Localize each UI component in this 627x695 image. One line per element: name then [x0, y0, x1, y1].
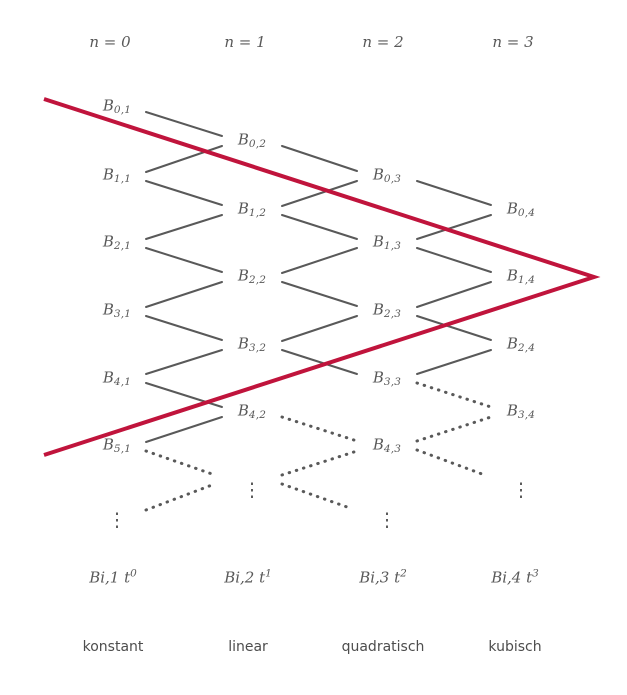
column-header-n3: n = 3 — [492, 33, 534, 51]
recursion-edge — [282, 215, 357, 239]
footer-term-1: Bi,2 $t^1$ — [224, 567, 272, 587]
basis-label-B_0_1: $B_{0,1}$ — [102, 96, 132, 117]
basis-label-B_2_1: $B_{2,1}$ — [102, 232, 132, 253]
basis-label-B_1_3: $B_{1,3}$ — [372, 232, 402, 253]
basis-label-B_0_2: $B_{0,2}$ — [237, 130, 267, 151]
basis-label-B_1_2: $B_{1,2}$ — [237, 199, 267, 220]
recursion-edge-dotted — [282, 417, 357, 441]
recursion-edge — [146, 383, 222, 407]
recursion-edge — [146, 146, 222, 172]
solid-edges-group — [146, 112, 491, 442]
footer-term-0: Bi,1 $t^0$ — [89, 567, 137, 587]
recursion-edge — [282, 181, 357, 206]
basis-label-B_3_4: $B_{3,4}$ — [506, 401, 536, 422]
basis-label-B_0_3: $B_{0,3}$ — [372, 165, 402, 186]
recursion-edge — [417, 350, 491, 374]
vertical-ellipsis-0: ⋮ — [242, 479, 262, 502]
basis-label-B_4_2: $B_{4,2}$ — [237, 401, 267, 422]
recursion-edge — [282, 316, 357, 341]
vertical-ellipsis-2: ⋮ — [377, 509, 397, 532]
recursion-edge — [282, 248, 357, 273]
vertical-ellipsis-3: ⋮ — [511, 479, 531, 502]
recursion-edge — [146, 215, 222, 239]
recursion-edge — [282, 350, 357, 374]
footer-term-3: Bi,4 $t^3$ — [491, 567, 539, 587]
recursion-edge-dotted — [282, 484, 347, 507]
basis-label-B_2_4: $B_{2,4}$ — [506, 334, 536, 355]
basis-label-B_3_1: $B_{3,1}$ — [102, 300, 132, 321]
recursion-edge-dotted — [146, 451, 212, 474]
recursion-edge — [417, 248, 491, 272]
basis-label-B_3_3: $B_{3,3}$ — [372, 368, 402, 389]
column-header-n2: n = 2 — [362, 33, 404, 51]
recursion-edge — [417, 181, 491, 205]
dotted-edges-group — [146, 383, 491, 510]
recursion-edge — [417, 316, 491, 340]
recursion-edge — [282, 146, 357, 171]
footer-degree-name-1: linear — [228, 639, 268, 655]
recursion-edge — [146, 282, 222, 307]
recursion-edge — [417, 215, 491, 239]
footer-term-2: Bi,3 $t^2$ — [359, 567, 407, 587]
recursion-edge — [146, 112, 222, 136]
basis-label-B_3_2: $B_{3,2}$ — [237, 334, 267, 355]
column-header-n1: n = 1 — [224, 33, 266, 51]
recursion-edge-dotted — [417, 383, 491, 407]
basis-label-B_4_1: $B_{4,1}$ — [102, 368, 132, 389]
basis-label-B_5_1: $B_{5,1}$ — [102, 435, 132, 456]
recursion-edge-dotted — [417, 450, 482, 474]
recursion-edge-dotted — [417, 417, 491, 441]
footer-degree-name-2: quadratisch — [341, 639, 425, 655]
recursion-edge-dotted — [146, 485, 212, 510]
basis-label-B_4_3: $B_{4,3}$ — [372, 435, 402, 456]
basis-label-B_1_1: $B_{1,1}$ — [102, 165, 132, 186]
recursion-edge — [146, 316, 222, 340]
basis-label-B_2_3: $B_{2,3}$ — [372, 300, 402, 321]
recursion-edge — [146, 350, 222, 374]
recursion-edge — [146, 417, 222, 442]
recursion-edge — [146, 248, 222, 272]
recursion-edge-dotted — [282, 451, 357, 475]
recursion-edge — [146, 181, 222, 205]
column-header-n0: n = 0 — [89, 33, 131, 51]
footer-degree-name-0: konstant — [82, 639, 144, 655]
basis-label-B_2_2: $B_{2,2}$ — [237, 266, 267, 287]
recursion-edge — [417, 282, 491, 307]
basis-label-B_1_4: $B_{1,4}$ — [506, 266, 536, 287]
recursion-edge — [282, 282, 357, 306]
vertical-ellipsis-1: ⋮ — [107, 509, 127, 532]
basis-label-B_0_4: $B_{0,4}$ — [506, 199, 536, 220]
footer-degree-name-3: kubisch — [488, 639, 542, 655]
